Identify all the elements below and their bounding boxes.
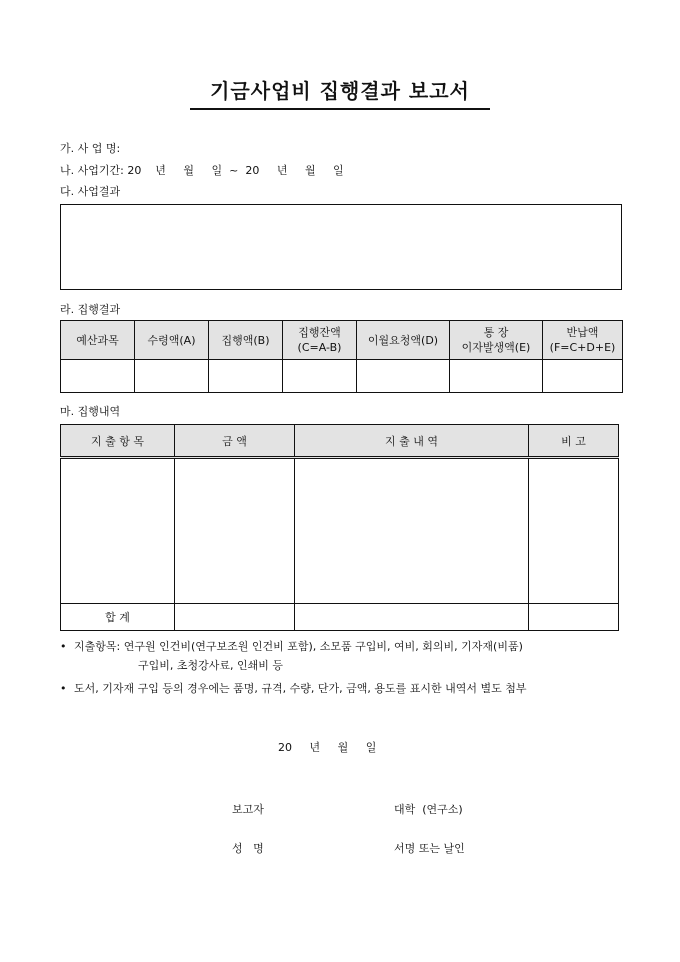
cell-total-details[interactable] — [295, 604, 529, 631]
note-attachment-text: 도서, 기자재 구입 등의 경우에는 품명, 규격, 수량, 단가, 금액, 용도를 표시한 내역서 별도 첨부 — [74, 682, 527, 695]
cell-bank-interest[interactable] — [450, 360, 543, 393]
header-expense-item: 지 출 항 목 — [61, 425, 175, 458]
bullet-icon: • — [60, 640, 67, 653]
section-project-name: 가. 사 업 명: — [60, 142, 121, 155]
header-remaining-amount: 집행잔액 (C=A-B) — [283, 321, 357, 360]
cell-total-amount[interactable] — [175, 604, 295, 631]
reporter-label: 보고자 — [232, 803, 264, 816]
cell-expense-details[interactable] — [295, 458, 529, 604]
header-budget-item: 예산과목 — [61, 321, 135, 360]
execution-result-table — [60, 320, 623, 393]
cell-total-remarks[interactable] — [529, 604, 619, 631]
header-refund-amount: 반납액 (F=C+D+E) — [543, 321, 623, 360]
cell-remarks[interactable] — [529, 458, 619, 604]
cell-expense-item[interactable] — [61, 458, 175, 604]
name-label: 성 명 — [232, 842, 264, 855]
note-attachment — [60, 679, 630, 698]
cell-refund-amount[interactable] — [543, 360, 623, 393]
cell-budget-item[interactable] — [61, 360, 135, 393]
execution-details-table — [60, 424, 619, 631]
bullet-icon: • — [60, 682, 67, 695]
header-amount: 금 액 — [175, 425, 295, 458]
section-execution-details: 마. 집행내역 — [60, 405, 121, 418]
cell-amount[interactable] — [175, 458, 295, 604]
reporter-affiliation[interactable]: 대학 (연구소) — [394, 803, 463, 816]
cell-executed-amount[interactable] — [209, 360, 283, 393]
cell-received-amount[interactable] — [135, 360, 209, 393]
header-remarks: 비 고 — [529, 425, 619, 458]
header-carryover-request: 이월요청액(D) — [357, 321, 450, 360]
note-expense-items — [60, 637, 630, 656]
header-executed-amount: 집행액(B) — [209, 321, 283, 360]
section-execution-result: 라. 집행결과 — [60, 303, 121, 316]
report-date: 20 년 월 일 — [278, 741, 377, 754]
document-title: 기금사업비 집행결과 보고서 — [190, 74, 490, 110]
header-expense-details: 지 출 내 역 — [295, 425, 529, 458]
section-project-period: 나. 사업기간: 20 년 월 일 ~ 20 년 월 일 — [60, 164, 344, 177]
cell-carryover-request[interactable] — [357, 360, 450, 393]
note-expense-items-line1: 지출항목: 연구원 인건비(연구보조원 인건비 포함), 소모품 구입비, 여비, 회의비, 기자재(비품) — [74, 640, 523, 653]
section-project-result: 다. 사업결과 — [60, 185, 121, 198]
result-textbox[interactable] — [60, 204, 622, 290]
total-label: 합 계 — [61, 604, 175, 631]
note-expense-items-line2: 구입비, 초청강사료, 인쇄비 등 — [138, 659, 283, 672]
signature-field[interactable]: 서명 또는 날인 — [394, 842, 465, 855]
header-bank-interest: 통 장 이자발생액(E) — [450, 321, 543, 360]
cell-remaining-amount[interactable] — [283, 360, 357, 393]
header-received-amount: 수령액(A) — [135, 321, 209, 360]
